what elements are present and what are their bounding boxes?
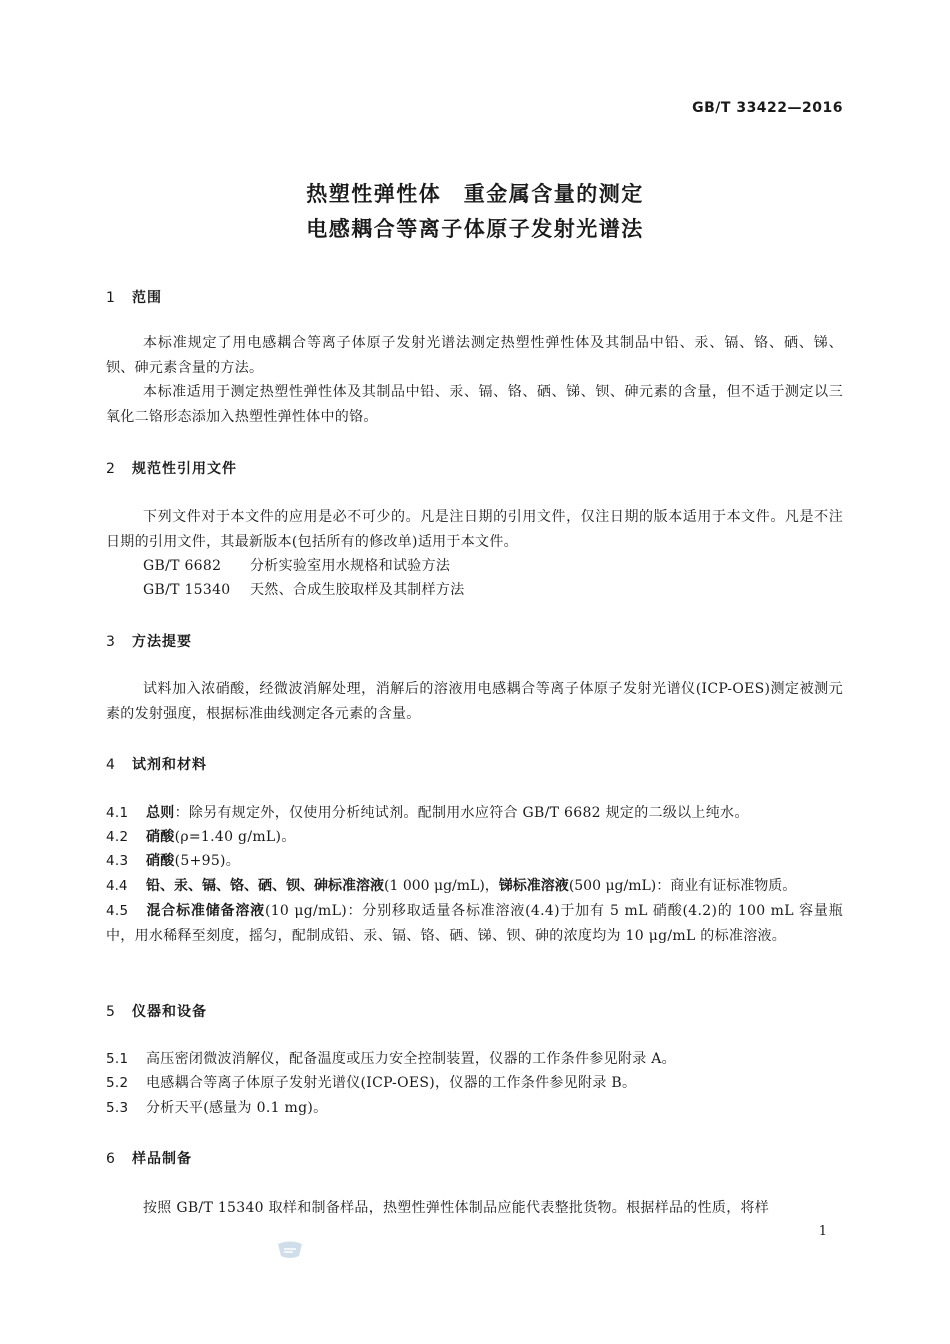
clause-5-1: 5.1 高压密闭微波消解仪，配备温度或压力安全控制装置，仪器的工作条件参见附录 A。 (106, 1051, 676, 1067)
clause-4-2: 4.2 硝酸(ρ=1.40 g/mL)。 (106, 829, 296, 845)
clause-4-1: 4.1 总则：除另有规定外，仅使用分析纯试剂。配制用水应符合 GB/T 6682 规定的二级以上纯水。 (106, 805, 749, 821)
clause-4-4: 4.4 铅、汞、镉、铬、硒、钡、砷标准溶液(1 000 μg/mL)，锑标准溶液(500 μg/mL)：商业有证标准物质。 (106, 878, 797, 894)
section-heading-4: 4 试剂和材料 (106, 757, 207, 773)
section-heading-5: 5 仪器和设备 (106, 1004, 207, 1020)
clause-4-5: 4.5 混合标准储备溶液(10 μg/mL)：分别移取适量各标准溶液(4.4)于加有 5 mL 硝酸(4.2)的 100 mL 容量瓶中，用水稀释至刻度，摇匀，配制成铅、汞、镉、铬、硒、锑、钡、砷的浓度均为 10 μg/mL 的标准溶液。 (106, 903, 843, 944)
document-title-line-2: 电感耦合等离子体原子发射光谱法 (306, 217, 644, 241)
sac-logo-icon (275, 1240, 305, 1260)
section-1-paragraph-2: 本标准适用于测定热塑性弹性体及其制品中铅、汞、镉、铬、硒、锑、钡、砷元素的含量，但不适于测定以三氧化二铬形态添加入热塑性弹性体中的铬。 (106, 384, 843, 425)
standard-number: GB/T 33422—2016 (692, 100, 843, 116)
section-heading-1: 1 范围 (106, 290, 162, 306)
clause-5-2: 5.2 电感耦合等离子体原子发射光谱仪(ICP-OES)，仪器的工作条件参见附录 B。 (106, 1075, 637, 1091)
section-heading-3: 3 方法提要 (106, 634, 192, 650)
normative-reference: GB/T 15340 天然、合成生胶取样及其制样方法 (143, 582, 465, 598)
page-number: 1 (818, 1224, 827, 1239)
document-title-line-1: 热塑性弹性体 重金属含量的测定 (306, 182, 644, 206)
section-3-paragraph-1: 试料加入浓硝酸，经微波消解处理，消解后的溶液用电感耦合等离子体原子发射光谱仪(ICP-OES)测定被测元素的发射强度，根据标准曲线测定各元素的含量。 (106, 681, 843, 722)
clause-4-3: 4.3 硝酸(5+95)。 (106, 853, 241, 869)
clause-5-3: 5.3 分析天平(感量为 0.1 mg)。 (106, 1100, 328, 1116)
section-1-paragraph-1: 本标准规定了用电感耦合等离子体原子发射光谱法测定热塑性弹性体及其制品中铅、汞、镉、铬、硒、锑、钡、砷元素含量的方法。 (106, 335, 843, 376)
section-heading-6: 6 样品制备 (106, 1151, 192, 1167)
normative-reference: GB/T 6682 分析实验室用水规格和试验方法 (143, 558, 451, 574)
section-2-paragraph-1: 下列文件对于本文件的应用是必不可少的。凡是注日期的引用文件，仅注日期的版本适用于本文件。凡是不注日期的引用文件，其最新版本(包括所有的修改单)适用于本文件。 (106, 509, 843, 550)
section-6-paragraph-1: 按照 GB/T 15340 取样和制备样品，热塑性弹性体制品应能代表整批货物。根据样品的性质，将样 (143, 1200, 770, 1216)
section-heading-2: 2 规范性引用文件 (106, 461, 237, 477)
